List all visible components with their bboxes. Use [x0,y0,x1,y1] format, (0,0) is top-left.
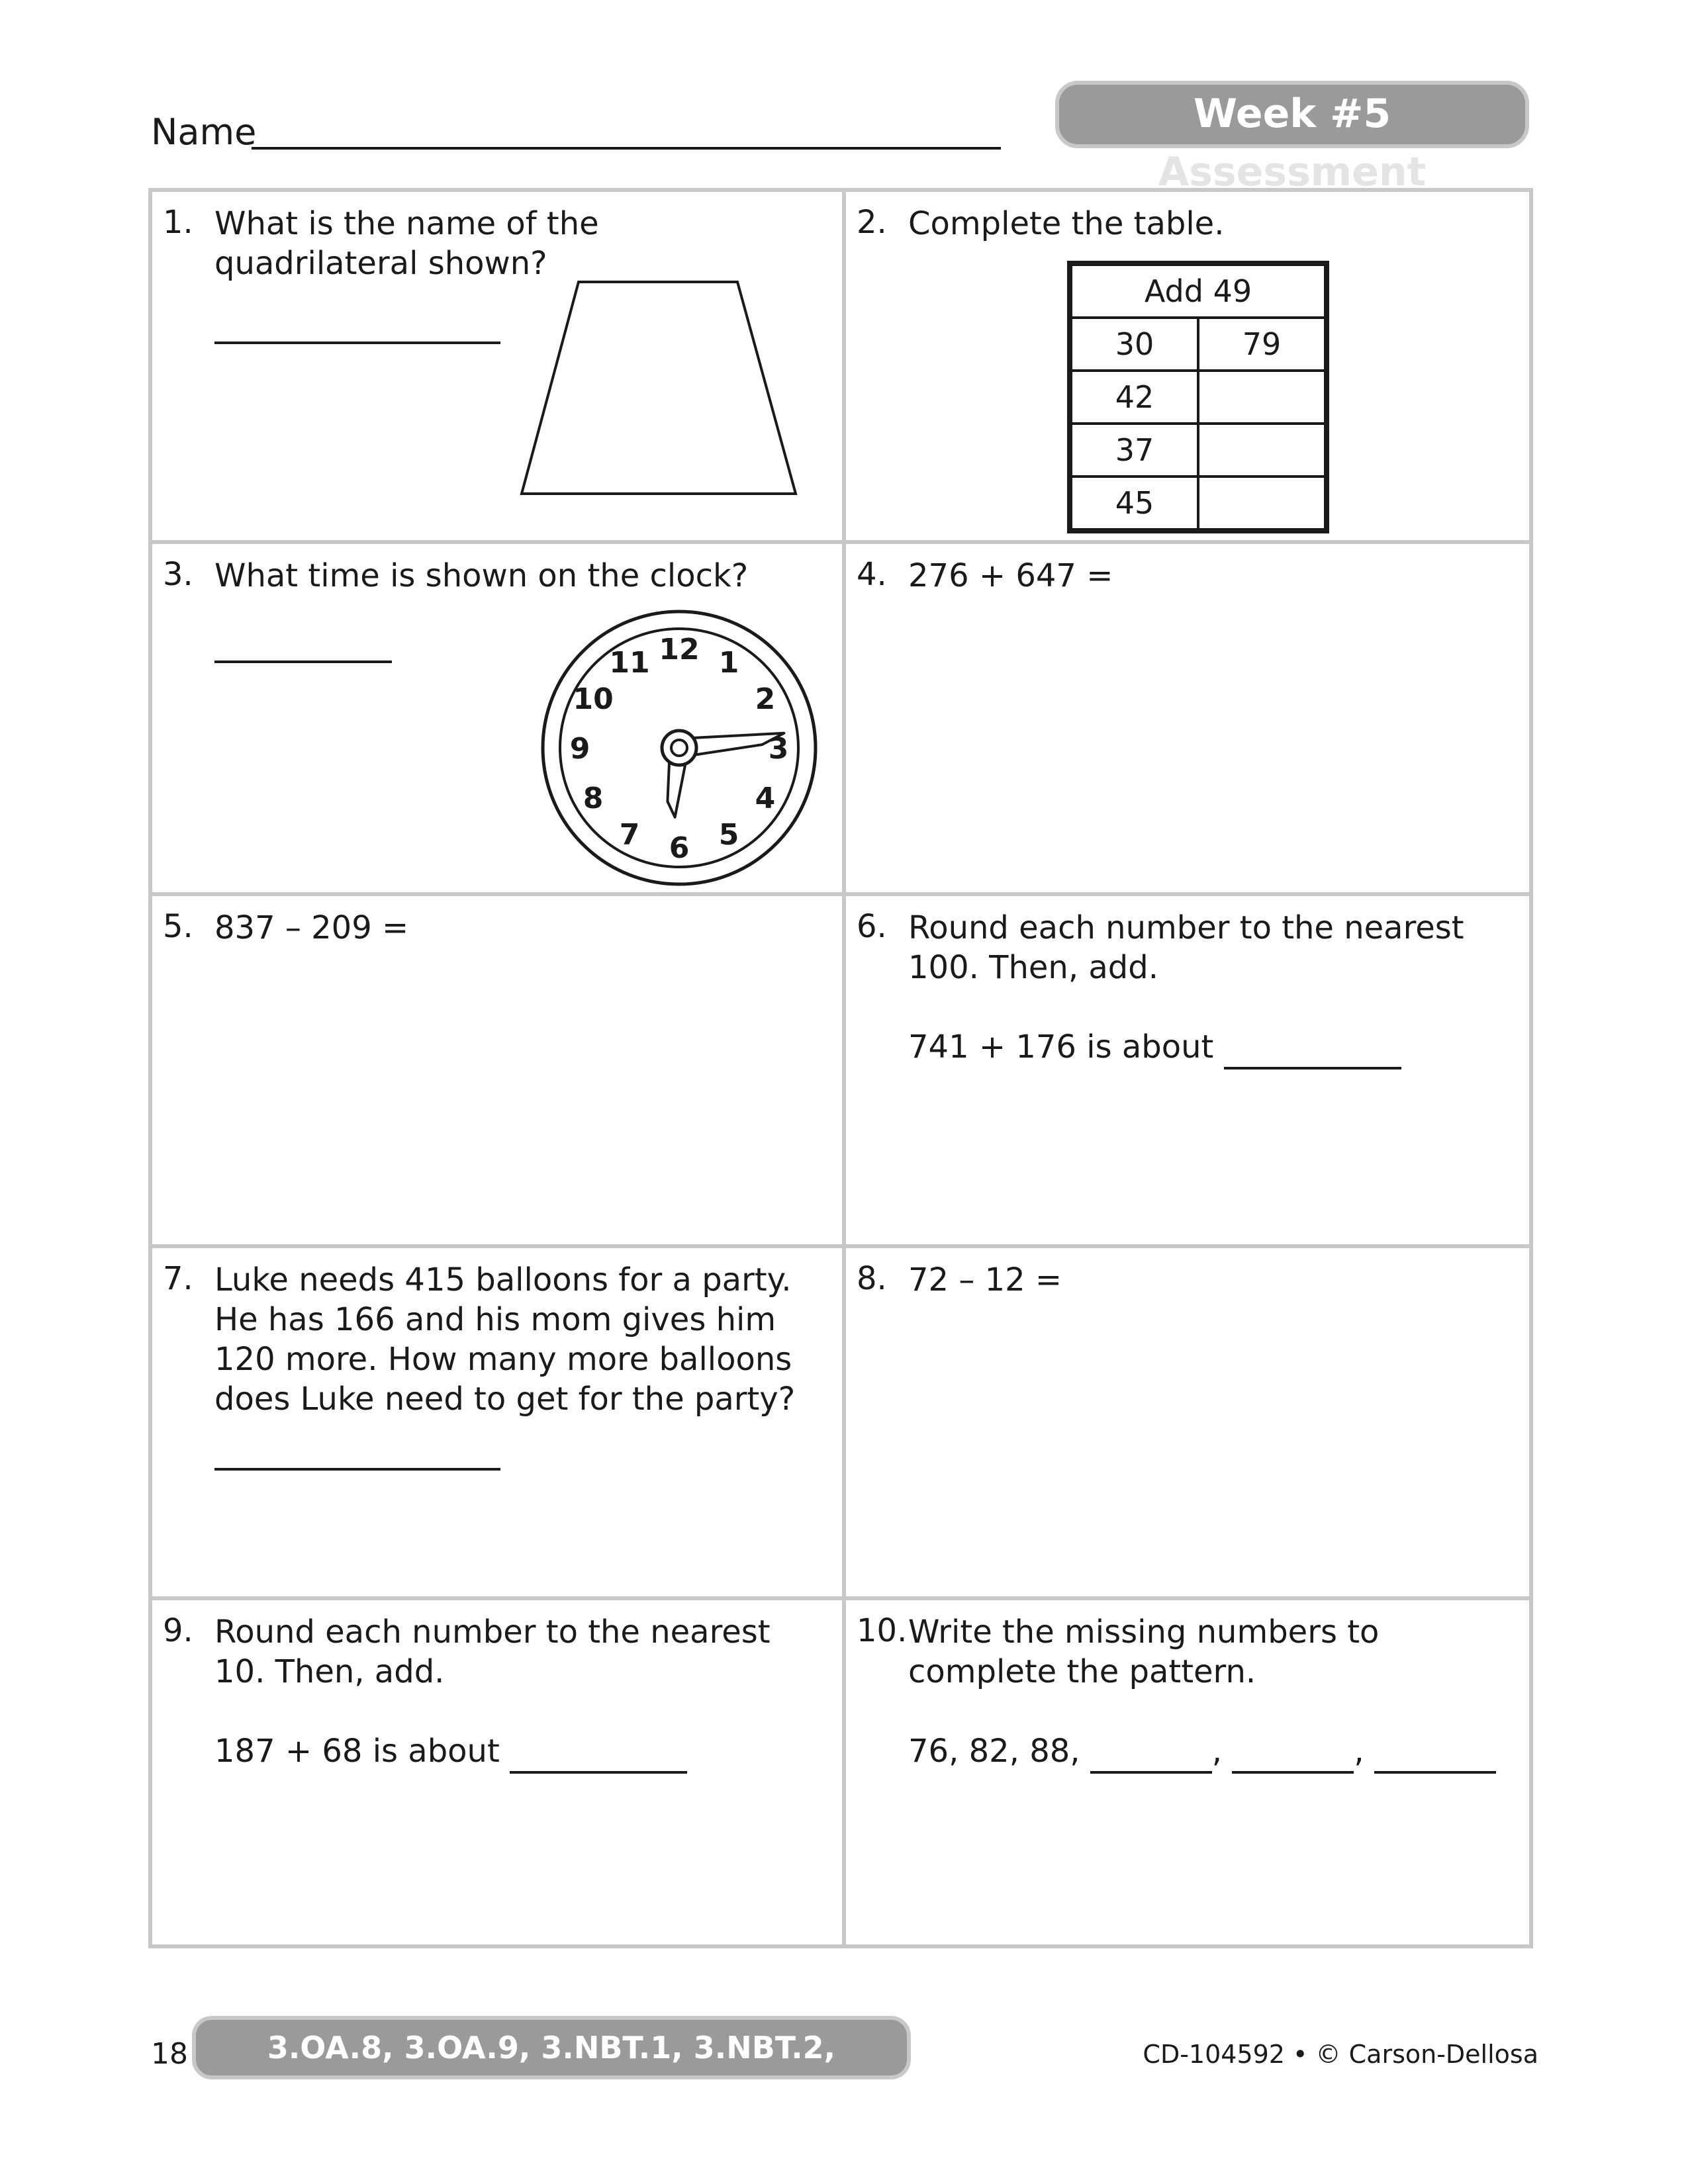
question-8-cell [846,1248,1536,1600]
pattern-separator: , [1211,1733,1223,1770]
table-row [1070,424,1327,477]
question-1-cell [152,192,842,544]
prompt-text: 741 + 176 is about [908,1028,1214,1066]
question-3-cell [152,544,842,896]
question-body [908,908,1511,1069]
table-row [1070,371,1327,424]
question-text: Write the missing numbers to complete the pattern. [908,1614,1380,1690]
question-number: 3. [163,556,193,593]
table-cell-input: 42 [1070,371,1198,424]
clock-number: 3 [768,732,789,766]
clock-number: 7 [619,817,640,852]
question-9-cell [152,1600,842,1952]
trapezoid-figure [512,278,806,500]
copyright: CD-104592 • © Carson-Dellosa [1143,2040,1538,2069]
question-body [214,1612,817,1774]
clock-number: 11 [609,646,650,680]
question-text: Round each number to the nearest 100. Then, add. [908,909,1464,986]
question-prompt [908,1731,1511,1774]
clock-icon [539,608,820,888]
question-number: 8. [857,1260,887,1297]
table-cell-output: 79 [1198,318,1327,371]
table-cell-output[interactable] [1198,477,1327,531]
table-cell-input: 45 [1070,477,1198,531]
question-6-cell [846,896,1536,1248]
question-text: Complete the table. [908,205,1225,242]
answer-line[interactable] [214,1468,500,1471]
question-text: What is the name of the quadrilateral shown? [214,205,599,282]
clock-number: 9 [569,732,590,766]
answer-line[interactable] [214,341,500,344]
question-text: What time is shown on the clock? [214,557,749,594]
table-cell-input: 37 [1070,424,1198,477]
question-5-cell [152,896,842,1248]
question-number: 9. [163,1612,193,1649]
page-number: 18 [151,2037,188,2071]
question-number: 7. [163,1260,193,1297]
clock-number: 8 [583,782,604,815]
clock-number: 6 [669,831,690,865]
question-number: 1. [163,204,193,241]
question-text: Round each number to the nearest 10. Then, add. [214,1614,771,1690]
table-cell-input: 30 [1070,318,1198,371]
name-label: Name [151,111,257,153]
add-table [1067,261,1329,533]
clock-number: 12 [659,633,700,666]
table-header: Add 49 [1070,263,1327,318]
clock-number: 4 [755,782,776,815]
question-prompt [214,1731,817,1774]
table-row [1070,477,1327,531]
pattern-blank-1[interactable] [1090,1731,1212,1774]
question-4-cell [846,544,1536,896]
question-number: 10. [857,1612,908,1649]
clock-number: 1 [718,646,739,680]
question-number: 6. [857,908,887,945]
question-2-cell [846,192,1536,544]
pattern-separator: , [1354,1733,1364,1770]
question-text: 276 + 647 = [908,557,1113,594]
answer-line[interactable] [214,660,392,663]
prompt-text: 187 + 68 is about [214,1733,500,1770]
question-number: 5. [163,908,193,945]
question-text: 72 – 12 = [908,1261,1062,1298]
table-cell-output[interactable] [1198,424,1327,477]
standards-banner: 3.OA.8, 3.OA.9, 3.NBT.1, 3.NBT.2, 3.MD.1, 3.G.1 [192,2016,911,2079]
question-number: 4. [857,556,887,593]
pattern-blank-2[interactable] [1232,1731,1354,1774]
week-label: Week #5 [1193,91,1391,137]
clock-number: 10 [573,682,614,716]
question-body [908,1612,1511,1774]
question-grid [148,188,1533,1948]
question-text: Luke needs 415 balloons for a party. He has 166 and his mom gives him 120 more. How many more balloons does Luke need to get for the party? [214,1261,796,1418]
question-10-cell [846,1600,1536,1952]
question-number: 2. [857,204,887,241]
week-assessment-banner [1055,81,1529,195]
pattern-blank-3[interactable] [1374,1731,1496,1774]
clock-number: 5 [718,817,739,852]
question-prompt [908,1027,1511,1069]
table-cell-output[interactable] [1198,371,1327,424]
question-text: 837 – 209 = [214,909,409,946]
table-row [1070,318,1327,371]
question-7-cell [152,1248,842,1600]
name-field-line[interactable] [252,147,1001,150]
answer-blank[interactable] [1224,1027,1401,1069]
clock-number: 2 [755,682,776,716]
pattern-text: 76, 82, 88, [908,1733,1080,1770]
assessment-label: Assessment [1158,149,1427,195]
answer-blank[interactable] [510,1731,687,1774]
